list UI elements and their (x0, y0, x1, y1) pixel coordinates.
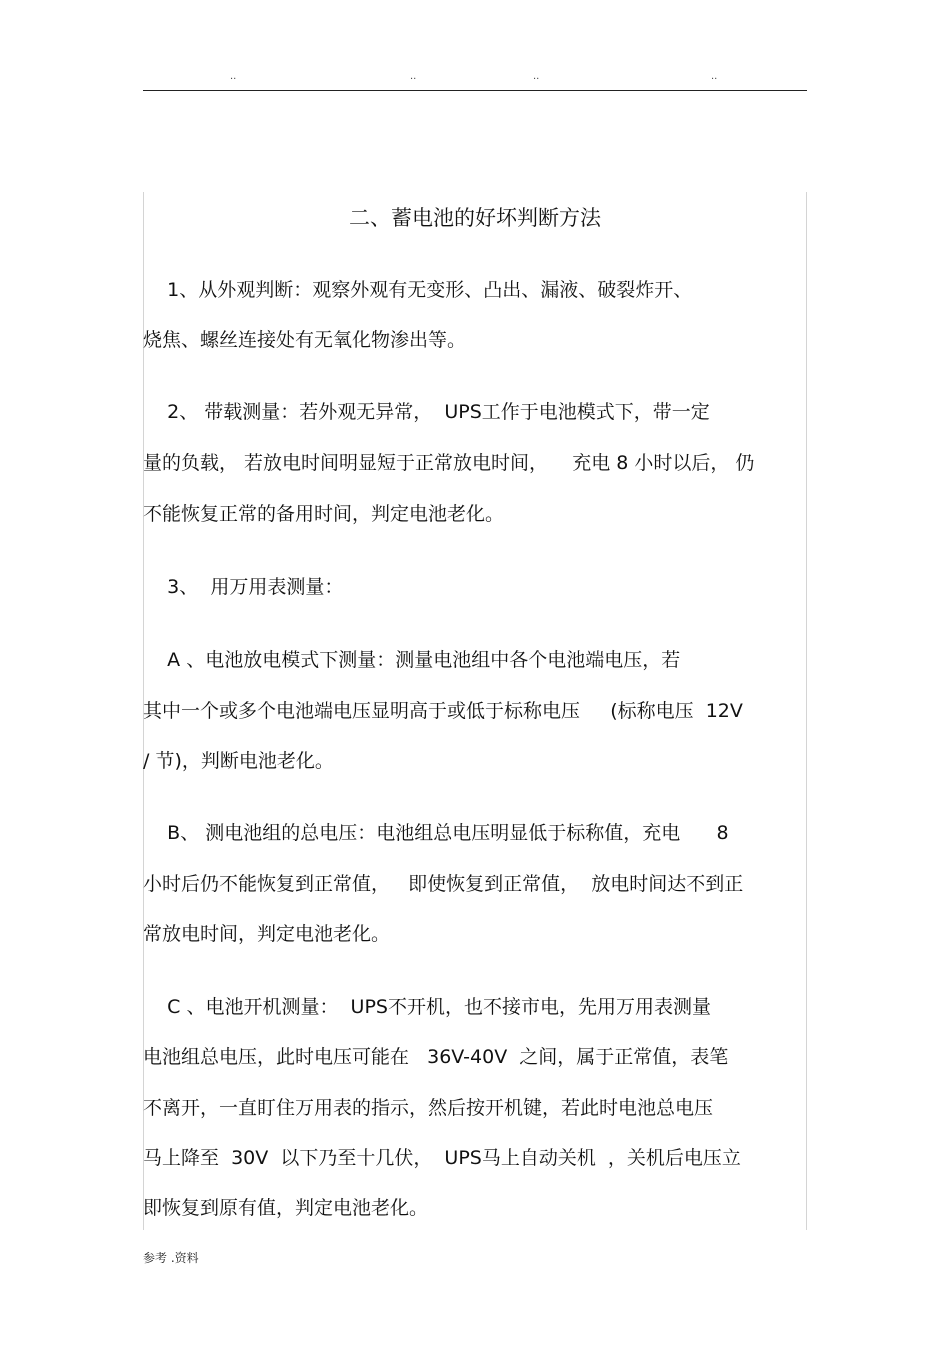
text-line: 1、从外观判断：观察外观有无变形、凸出、漏液、破裂炸开、 (143, 279, 693, 301)
text-line: 不离开，一直盯住万用表的指示，然后按开机键，若此时电池总电压 (143, 1097, 714, 1119)
header-dot: .. (230, 71, 237, 82)
header-rule (143, 90, 807, 91)
text-line: 量的负载， 若放电时间明显短于正常放电时间， 充电 8 小时以后， 仍 (143, 452, 755, 474)
text-line: 电池组总电压，此时电压可能在 36V-40V 之间，属于正常值，表笔 (143, 1046, 729, 1068)
header-dot: .. (533, 71, 540, 82)
text-line: 常放电时间，判定电池老化。 (143, 923, 391, 945)
text-line: 其中一个或多个电池端电压显明高于或低于标称电压 (标称电压 12V (143, 700, 743, 722)
text-line: 小时后仍不能恢复到正常值， 即使恢复到正常值， 放电时间达不到正 (143, 873, 744, 895)
right-margin-line (806, 192, 807, 1230)
text-line: 3、 用万用表测量： (143, 576, 344, 598)
text-line: 不能恢复正常的备用时间，判定电池老化。 (143, 503, 505, 525)
text-line: 马上降至 30V 以下乃至十几伏， UPS马上自动关机 ，关机后电压立 (143, 1147, 741, 1169)
header-dot: .. (711, 71, 718, 82)
section-title: 二、蓄电池的好坏判断方法 (349, 206, 601, 230)
text-line: C 、电池开机测量： UPS不开机，也不接市电，先用万用表测量 (143, 996, 711, 1018)
text-line: / 节)，判断电池老化。 (143, 750, 334, 772)
page-footer: 参考 .资料 (143, 1251, 199, 1265)
header-dot: .. (410, 71, 417, 82)
page-header (0, 72, 950, 86)
text-line: 即恢复到原有值，判定电池老化。 (143, 1197, 429, 1219)
text-line: 2、 带载测量：若外观无异常， UPS工作于电池模式下，带一定 (143, 401, 710, 423)
text-line: B、 测电池组的总电压：电池组总电压明显低于标称值，充电 8 (143, 822, 729, 844)
text-line: A 、电池放电模式下测量：测量电池组中各个电池端电压，若 (143, 649, 681, 671)
text-line: 烧焦、螺丝连接处有无氧化物渗出等。 (143, 329, 467, 351)
